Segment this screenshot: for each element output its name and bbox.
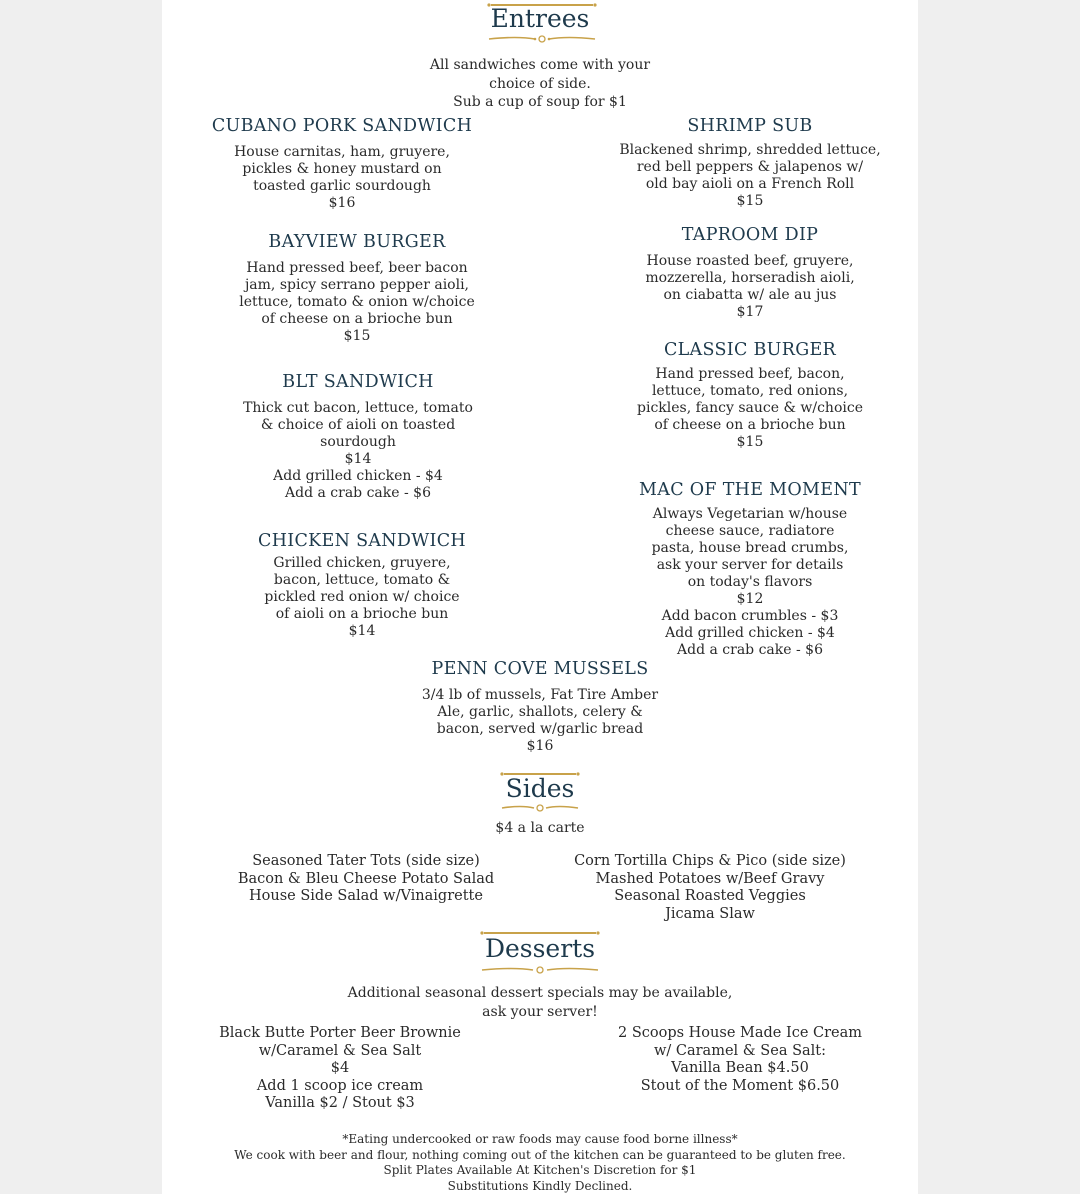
desc-line: Blackened shrimp, shredded lettuce,: [619, 142, 881, 158]
dessert-price: Vanilla Bean $4.50: [671, 1060, 809, 1076]
intro-line: choice of side.: [489, 75, 591, 92]
desc-line: of aioli on a brioche bun: [275, 606, 449, 622]
desserts-left: [180, 1025, 500, 1113]
item-description: [380, 687, 700, 755]
desc-line: jam, spicy serrano pepper aioli,: [244, 277, 470, 293]
footer-line: We cook with beer and flour, nothing coming out of the kitchen can be guaranteed to be gluten free.: [234, 1147, 846, 1162]
desc-line: ask your server for details: [656, 557, 844, 573]
item-name: BAYVIEW BURGER: [268, 232, 446, 252]
list-item: Bacon & Bleu Cheese Potato Salad: [237, 870, 495, 887]
item-price: $15: [736, 193, 764, 209]
desc-line: bacon, lettuce, tomato &: [273, 572, 451, 588]
dessert-line: w/Caramel & Sea Salt: [258, 1042, 422, 1059]
item-description: [590, 506, 910, 659]
desc-line: sourdough: [320, 434, 396, 450]
desc-line: pickles, fancy sauce & w/choice: [637, 400, 863, 416]
list-item: Corn Tortilla Chips & Pico (side size): [574, 853, 846, 869]
desc-line: Thick cut bacon, lettuce, tomato: [243, 400, 473, 416]
item-description: [590, 142, 910, 210]
desc-line: House roasted beef, gruyere,: [646, 253, 854, 269]
item-name: MAC OF THE MOMENT: [639, 480, 861, 500]
sides-list-left: [186, 853, 546, 906]
desc-line: lettuce, tomato & onion w/choice: [239, 294, 475, 310]
desc-line: on ciabatta w/ ale au jus: [663, 287, 837, 303]
dessert-price: $4: [330, 1060, 350, 1076]
menu-item-chicken-sandwich: [202, 531, 522, 640]
sides-title: Sides: [505, 774, 575, 803]
desc-line: Hand pressed beef, bacon,: [655, 366, 845, 382]
desc-line: old bay aioli on a French Roll: [645, 176, 855, 192]
desc-line: 3/4 lb of mussels, Fat Tire Amber: [421, 687, 659, 703]
desserts-note: [290, 984, 790, 1021]
item-name: CHICKEN SANDWICH: [258, 531, 466, 551]
desc-line: pickles & honey mustard on: [242, 161, 442, 177]
item-price: $15: [736, 434, 764, 450]
add-on: Add a crab cake - $6: [677, 642, 823, 658]
sides-price: $4 a la carte: [495, 820, 585, 836]
item-name: CLASSIC BURGER: [663, 340, 837, 360]
desc-line: Always Vegetarian w/house: [652, 506, 848, 522]
desc-line: red bell peppers & jalapenos w/: [636, 159, 864, 175]
desc-line: Grilled chicken, gruyere,: [273, 555, 451, 571]
menu-item-bayview-burger: [192, 232, 522, 345]
entrees-title: Entrees: [490, 4, 590, 33]
list-item: Mashed Potatoes w/Beef Gravy: [595, 870, 825, 887]
list-item: Jicama Slaw: [665, 905, 755, 922]
add-on: Add a crab cake - $6: [285, 485, 431, 501]
desserts-ornament-icon: [480, 965, 600, 975]
item-description: [590, 366, 910, 451]
dessert-line: w/ Caramel & Sea Salt:: [653, 1042, 826, 1059]
desc-line: Hand pressed beef, beer bacon: [246, 260, 468, 276]
menu-item-penn-cove-mussels: [380, 659, 700, 755]
desc-line: House carnitas, ham, gruyere,: [234, 144, 450, 160]
desc-line: on today's flavors: [687, 574, 813, 590]
item-price: $12: [736, 591, 764, 607]
footer-line: *Eating undercooked or raw foods may cause food borne illness*: [342, 1132, 738, 1146]
desc-line: of cheese on a brioche bun: [261, 311, 453, 327]
desc-line: mozzerella, horseradish aioli,: [645, 270, 855, 286]
desc-line: pasta, house bread crumbs,: [651, 540, 849, 556]
footer-line: Split Plates Available At Kitchen's Discretion for $1: [383, 1163, 697, 1177]
desc-line: lettuce, tomato, red onions,: [651, 383, 849, 399]
item-description: [198, 400, 518, 502]
add-on: Add grilled chicken - $4: [665, 625, 835, 641]
list-item: Seasonal Roasted Veggies: [614, 888, 806, 904]
item-name: BLT SANDWICH: [282, 372, 434, 392]
menu-item-cubano: [182, 116, 502, 212]
item-price: $14: [348, 623, 376, 639]
desserts-right: [570, 1025, 910, 1095]
footer-line: Substitutions Kindly Declined.: [447, 1178, 633, 1193]
intro-line: All sandwiches come with your: [429, 57, 651, 73]
item-price: $14: [344, 451, 372, 467]
add-on: Add 1 scoop ice cream: [256, 1077, 424, 1094]
intro-line: Sub a cup of soup for $1: [453, 94, 627, 110]
note-line: Additional seasonal dessert specials may be available,: [347, 985, 733, 1001]
sides-list-right: [530, 853, 890, 923]
entrees-intro: [390, 56, 690, 112]
item-description: [182, 144, 502, 212]
desserts-title: Desserts: [484, 934, 596, 963]
add-on: Add bacon crumbles - $3: [661, 608, 839, 624]
desc-line: Ale, garlic, shallots, celery &: [437, 704, 643, 720]
menu-item-classic-burger: [590, 340, 910, 451]
dessert-line: Black Butte Porter Beer Brownie: [219, 1025, 461, 1041]
footer-disclaimer: [152, 1132, 928, 1194]
add-on: Add grilled chicken - $4: [273, 468, 443, 484]
entrees-ornament-icon: [487, 34, 597, 44]
item-description: [192, 260, 522, 345]
note-line: ask your server!: [482, 1003, 598, 1020]
desc-line: toasted garlic sourdough: [253, 178, 431, 194]
menu-item-blt: [198, 372, 518, 502]
item-price: $16: [526, 738, 554, 754]
item-price: $15: [343, 328, 371, 344]
list-item: Seasoned Tater Tots (side size): [252, 853, 480, 869]
desc-line: of cheese on a brioche bun: [654, 417, 846, 433]
dessert-price: Stout of the Moment $6.50: [640, 1077, 840, 1094]
item-price: $17: [736, 304, 764, 320]
item-name: PENN COVE MUSSELS: [431, 659, 649, 679]
desc-line: cheese sauce, radiatore: [665, 523, 835, 539]
item-name: CUBANO PORK SANDWICH: [211, 116, 473, 136]
sides-ornament-icon: [500, 803, 580, 813]
desc-line: & choice of aioli on toasted: [260, 417, 456, 433]
add-on: Vanilla $2 / Stout $3: [265, 1095, 415, 1111]
menu-item-mac-of-the-moment: [590, 480, 910, 659]
item-description: [590, 253, 910, 321]
item-name: TAPROOM DIP: [681, 225, 819, 245]
item-price: $16: [328, 195, 356, 211]
menu-page: [162, 0, 918, 1194]
list-item: House Side Salad w/Vinaigrette: [249, 888, 483, 904]
menu-item-taproom-dip: [590, 225, 910, 321]
item-name: SHRIMP SUB: [687, 116, 813, 136]
menu-item-shrimp-sub: [590, 116, 910, 210]
dessert-line: 2 Scoops House Made Ice Cream: [617, 1025, 863, 1041]
desc-line: pickled red onion w/ choice: [264, 589, 460, 605]
item-description: [202, 555, 522, 640]
desc-line: bacon, served w/garlic bread: [436, 721, 644, 737]
